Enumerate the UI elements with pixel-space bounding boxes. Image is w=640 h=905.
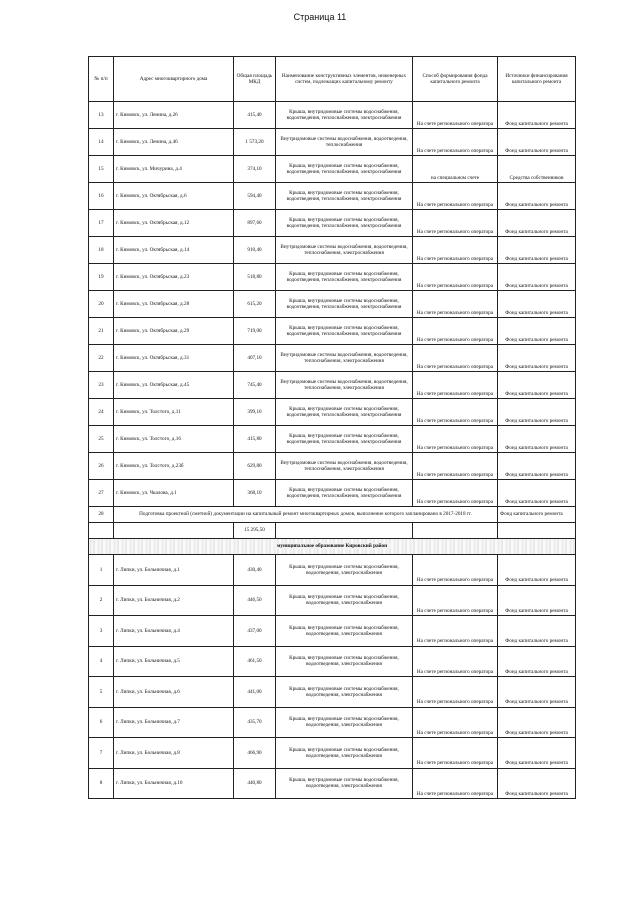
section-title xyxy=(89,539,576,555)
row-address: г. Липки, ул. Больничная, д.8 xyxy=(114,738,234,769)
row-area: 897,60 xyxy=(234,210,276,237)
table-body-summary xyxy=(89,507,576,555)
row-area: 415,40 xyxy=(234,102,276,129)
row-address: г. Кимовск, ул. Октябрьская, д.12 xyxy=(114,210,234,237)
row-systems: Крыша, внутридомовые системы водоснабжения, водоотведения, теплоснабжения, электроснабжения xyxy=(276,183,413,210)
row-systems: Крыша, внутридомовые системы водоснабжения, водоотведения, электроснабжения xyxy=(276,738,413,769)
row-source: Фонд капитального ремонта xyxy=(498,646,576,677)
row-fund-method: На счете регионального оператора xyxy=(413,372,498,399)
row-source: Фонд капитального ремонта xyxy=(498,183,576,210)
row-systems: Внутридомовые системы водоснабжения, водоотведения, теплоснабжения xyxy=(276,129,413,156)
row-systems: Крыша, внутридомовые системы водоснабжения, водоотведения, электроснабжения xyxy=(276,677,413,708)
table-row xyxy=(89,318,576,345)
row-source: Фонд капитального ремонта xyxy=(498,707,576,738)
row-area: 594,40 xyxy=(234,183,276,210)
row-area: 745,40 xyxy=(234,372,276,399)
row-systems: Крыша, внутридомовые системы водоснабжения, водоотведения, теплоснабжения, электроснабжения xyxy=(276,426,413,453)
total-address-cell xyxy=(114,523,234,539)
row-area: 615,20 xyxy=(234,291,276,318)
header-row xyxy=(89,57,576,102)
row-fund-method: На счете регионального оператора xyxy=(413,129,498,156)
row-num: 2 xyxy=(89,585,114,616)
row-fund-method: На счете регионального оператора xyxy=(413,707,498,738)
table-body-kimovsk xyxy=(89,102,576,507)
row-num: 26 xyxy=(89,453,114,480)
row-source: Фонд капитального ремонта xyxy=(498,426,576,453)
row-address: г. Кимовск, ул. Октябрьская, д.23 xyxy=(114,264,234,291)
row-area: 629,80 xyxy=(234,453,276,480)
row-systems: Внутридомовые системы водоснабжения, водоотведения, теплоснабжения, электроснабжения xyxy=(276,237,413,264)
row-address: г. Кимовск, ул. Чкалова, д.1 xyxy=(114,480,234,507)
total-row xyxy=(89,523,576,539)
row-num: 3 xyxy=(89,616,114,647)
row-address: г. Кимовск, ул. Толстого, д.11 xyxy=(114,399,234,426)
row-address: г. Кимовск, ул. Толстого, д.16 xyxy=(114,426,234,453)
row-address: г. Липки, ул. Больничная, д.5 xyxy=(114,646,234,677)
row-systems: Крыша, внутридомовые системы водоснабжения, водоотведения, теплоснабжения, электроснабжения xyxy=(276,399,413,426)
row-area: 430,40 xyxy=(234,555,276,586)
row-source: Фонд капитального ремонта xyxy=(498,129,576,156)
row-fund-method: На счете регионального оператора xyxy=(413,677,498,708)
row-num: 7 xyxy=(89,738,114,769)
row-source: Фонд капитального ремонта xyxy=(498,768,576,799)
table-row xyxy=(89,264,576,291)
row-num: 22 xyxy=(89,345,114,372)
row-area: 407,10 xyxy=(234,345,276,372)
row-source: Фонд капитального ремонта xyxy=(498,453,576,480)
table-body-kirovsky xyxy=(89,555,576,799)
row-num: 25 xyxy=(89,426,114,453)
row-num: 18 xyxy=(89,237,114,264)
row-fund-method: На счете регионального оператора xyxy=(413,183,498,210)
row-source: Фонд капитального ремонта xyxy=(498,237,576,264)
row-num: 21 xyxy=(89,318,114,345)
table-row xyxy=(89,183,576,210)
row-systems: Крыша, внутридомовые системы водоснабжения, водоотведения, теплоснабжения, электроснабжения xyxy=(276,480,413,507)
row-area: 435,70 xyxy=(234,707,276,738)
row-fund-method: на специальном счете xyxy=(413,156,498,183)
row-address: г. Липки, ул. Больничная, д.2 xyxy=(114,585,234,616)
row-address: г. Кимовск, ул. Ленина, д.46 xyxy=(114,129,234,156)
row-fund-method: На счете регионального оператора xyxy=(413,237,498,264)
row-fund-method: На счете регионального оператора xyxy=(413,616,498,647)
row-fund-method: На счете регионального оператора xyxy=(413,264,498,291)
row-num: 14 xyxy=(89,129,114,156)
row-address: г. Кимовск, ул. Толстого, д.23б xyxy=(114,453,234,480)
row-source: Фонд капитального ремонта xyxy=(498,291,576,318)
table-row xyxy=(89,129,576,156)
row-systems: Крыша, внутридомовые системы водоснабжения, водоотведения, теплоснабжения, электроснабжения xyxy=(276,264,413,291)
row-num: 20 xyxy=(89,291,114,318)
row-num: 24 xyxy=(89,399,114,426)
row-address: г. Кимовск, ул. Октябрьская, д.28 xyxy=(114,291,234,318)
header-sources: Источники финансирования капитального ремонта xyxy=(498,57,576,102)
header-systems: Наименование конструктивных элементов, инженерных систем, подлежащих капитальному ремонту xyxy=(276,57,413,102)
row-area: 518,80 xyxy=(234,264,276,291)
row-fund-method: На счете регионального оператора xyxy=(413,102,498,129)
row-area: 441,00 xyxy=(234,677,276,708)
table-row xyxy=(89,616,576,647)
table-row xyxy=(89,291,576,318)
row-source: Фонд капитального ремонта xyxy=(498,616,576,647)
row-fund-method: На счете регионального оператора xyxy=(413,210,498,237)
row-area: 1 573,20 xyxy=(234,129,276,156)
row-fund-method: На счете регионального оператора xyxy=(413,291,498,318)
row-fund-method: На счете регионального оператора xyxy=(413,646,498,677)
row-systems: Внутридомовые системы водоснабжения, водоотведения, теплоснабжения, электроснабжения xyxy=(276,453,413,480)
row-area: 399,10 xyxy=(234,399,276,426)
row-source: Фонд капитального ремонта xyxy=(498,102,576,129)
row-address: г. Кимовск, ул. Октябрьская, д.45 xyxy=(114,372,234,399)
row-systems: Крыша, внутридомовые системы водоснабжения, водоотведения, теплоснабжения, электроснабжения xyxy=(276,156,413,183)
total-area: 15 295,50 xyxy=(234,523,276,539)
total-source-cell xyxy=(498,523,576,539)
header-num: № п/п xyxy=(89,57,114,102)
row-area: 368,10 xyxy=(234,480,276,507)
row-num: 15 xyxy=(89,156,114,183)
table-row xyxy=(89,399,576,426)
table-row xyxy=(89,677,576,708)
row-area: 461,50 xyxy=(234,646,276,677)
row-num: 13 xyxy=(89,102,114,129)
row-source: Фонд капитального ремонта xyxy=(498,399,576,426)
row-fund-method: На счете регионального оператора xyxy=(413,738,498,769)
row-source: Фонд капитального ремонта xyxy=(498,318,576,345)
row-systems: Внутридомовые системы водоснабжения, водоотведения, теплоснабжения, электроснабжения xyxy=(276,372,413,399)
header-address: Адрес многоквартирного дома xyxy=(114,57,234,102)
row-source: Фонд капитального ремонта xyxy=(498,585,576,616)
row-address: г. Липки, ул. Больничная, д.6 xyxy=(114,677,234,708)
row-area: 466,90 xyxy=(234,738,276,769)
row-source: Фонд капитального ремонта xyxy=(498,264,576,291)
page-title: Страница 11 xyxy=(293,12,347,22)
row-address: г. Липки, ул. Больничная, д.4 xyxy=(114,616,234,647)
row-address: г. Кимовск, ул. Октябрьская, д.31 xyxy=(114,345,234,372)
header-fund-method: Способ формирования фонда капитального ремонта xyxy=(413,57,498,102)
table-row-28 xyxy=(89,507,576,523)
row-address: г. Кимовск, ул. Октябрьская, д.29 xyxy=(114,318,234,345)
row-num: 8 xyxy=(89,768,114,799)
row-systems: Крыша, внутридомовые системы водоснабжения, водоотведения, теплоснабжения, электроснабжения xyxy=(276,318,413,345)
row-fund-method: На счете регионального оператора xyxy=(413,318,498,345)
table-row xyxy=(89,707,576,738)
row-systems: Крыша, внутридомовые системы водоснабжения, водоотведения, электроснабжения xyxy=(276,768,413,799)
row-fund-method: На счете регионального оператора xyxy=(413,453,498,480)
row-source: Фонд капитального ремонта xyxy=(498,210,576,237)
row-area: 719,00 xyxy=(234,318,276,345)
total-fund-cell xyxy=(413,523,498,539)
row-source: Фонд капитального ремонта xyxy=(498,372,576,399)
row-fund-method: На счете регионального оператора xyxy=(413,399,498,426)
row-num: 6 xyxy=(89,707,114,738)
table-row xyxy=(89,646,576,677)
row-address: г. Кимовск, ул. Октябрьская, д.14 xyxy=(114,237,234,264)
row-systems: Крыша, внутридомовые системы водоснабжения, водоотведения, теплоснабжения, электроснабжения xyxy=(276,102,413,129)
table-row xyxy=(89,738,576,769)
row-systems: Крыша, внутридомовые системы водоснабжения, водоотведения, теплоснабжения, электроснабжения xyxy=(276,291,413,318)
row-fund-method: На счете регионального оператора xyxy=(413,426,498,453)
table-row xyxy=(89,453,576,480)
row-fund-method: На счете регионального оператора xyxy=(413,585,498,616)
table-row xyxy=(89,345,576,372)
row-num: 16 xyxy=(89,183,114,210)
row-num: 1 xyxy=(89,555,114,586)
row-systems: Крыша, внутридомовые системы водоснабжения, водоотведения, электроснабжения xyxy=(276,585,413,616)
row-num: 5 xyxy=(89,677,114,708)
row-num: 17 xyxy=(89,210,114,237)
table-row xyxy=(89,585,576,616)
table-row xyxy=(89,237,576,264)
table-row xyxy=(89,480,576,507)
table-row xyxy=(89,210,576,237)
row-28-description: Подготовка проектной (сметной) документации на капитальный ремонт многоквартирных домов, выполнение которого запланировано в 2017-2018 гг. xyxy=(114,507,498,523)
row-num: 19 xyxy=(89,264,114,291)
table-row xyxy=(89,102,576,129)
row-address: г. Кимовск, ул. Октябрьская, д.6 xyxy=(114,183,234,210)
row-num: 28 xyxy=(89,507,114,523)
table-row xyxy=(89,156,576,183)
row-systems: Внутридомовые системы водоснабжения, водоотведения, теплоснабжения, электроснабжения xyxy=(276,345,413,372)
row-source: Фонд капитального ремонта xyxy=(498,677,576,708)
row-systems: Крыша, внутридомовые системы водоснабжения, водоотведения, электроснабжения xyxy=(276,616,413,647)
row-source: Средства собственников xyxy=(498,156,576,183)
row-systems: Крыша, внутридомовые системы водоснабжения, водоотведения, электроснабжения xyxy=(276,555,413,586)
section-header-row xyxy=(89,539,576,555)
row-source: Фонд капитального ремонта xyxy=(498,345,576,372)
table-row xyxy=(89,555,576,586)
row-area: 374,10 xyxy=(234,156,276,183)
row-num: 23 xyxy=(89,372,114,399)
table-row xyxy=(89,768,576,799)
row-area: 446,50 xyxy=(234,585,276,616)
row-address: г. Кимовск, ул. Мичурина, д.4 xyxy=(114,156,234,183)
row-systems: Крыша, внутридомовые системы водоснабжения, водоотведения, электроснабжения xyxy=(276,707,413,738)
row-area: 415,80 xyxy=(234,426,276,453)
row-address: г. Липки, ул. Больничная, д.7 xyxy=(114,707,234,738)
total-num-cell xyxy=(89,523,114,539)
header-area: Общая площадь МКД xyxy=(234,57,276,102)
row-address: г. Липки, ул. Больничная, д.10 xyxy=(114,768,234,799)
table-row xyxy=(89,372,576,399)
row-source: Фонд капитального ремонта xyxy=(498,507,576,523)
repair-program-table xyxy=(88,56,576,799)
row-fund-method: На счете регионального оператора xyxy=(413,555,498,586)
row-source: Фонд капитального ремонта xyxy=(498,480,576,507)
table-row xyxy=(89,426,576,453)
row-area: 437,00 xyxy=(234,616,276,647)
section-title-text: муниципальное образование Кировский район xyxy=(273,543,391,549)
row-systems: Крыша, внутридомовые системы водоснабжения, водоотведения, теплоснабжения, электроснабжения xyxy=(276,210,413,237)
row-num: 27 xyxy=(89,480,114,507)
row-systems: Крыша, внутридомовые системы водоснабжения, водоотведения, электроснабжения xyxy=(276,646,413,677)
row-source: Фонд капитального ремонта xyxy=(498,738,576,769)
row-area: 440,80 xyxy=(234,768,276,799)
row-fund-method: На счете регионального оператора xyxy=(413,480,498,507)
row-area: 910,40 xyxy=(234,237,276,264)
total-systems-cell xyxy=(276,523,413,539)
row-address: г. Липки, ул. Больничная, д.1 xyxy=(114,555,234,586)
row-address: г. Кимовск, ул. Ленина, д.26 xyxy=(114,102,234,129)
row-source: Фонд капитального ремонта xyxy=(498,555,576,586)
row-fund-method: На счете регионального оператора xyxy=(413,768,498,799)
row-fund-method: На счете регионального оператора xyxy=(413,345,498,372)
row-num: 4 xyxy=(89,646,114,677)
